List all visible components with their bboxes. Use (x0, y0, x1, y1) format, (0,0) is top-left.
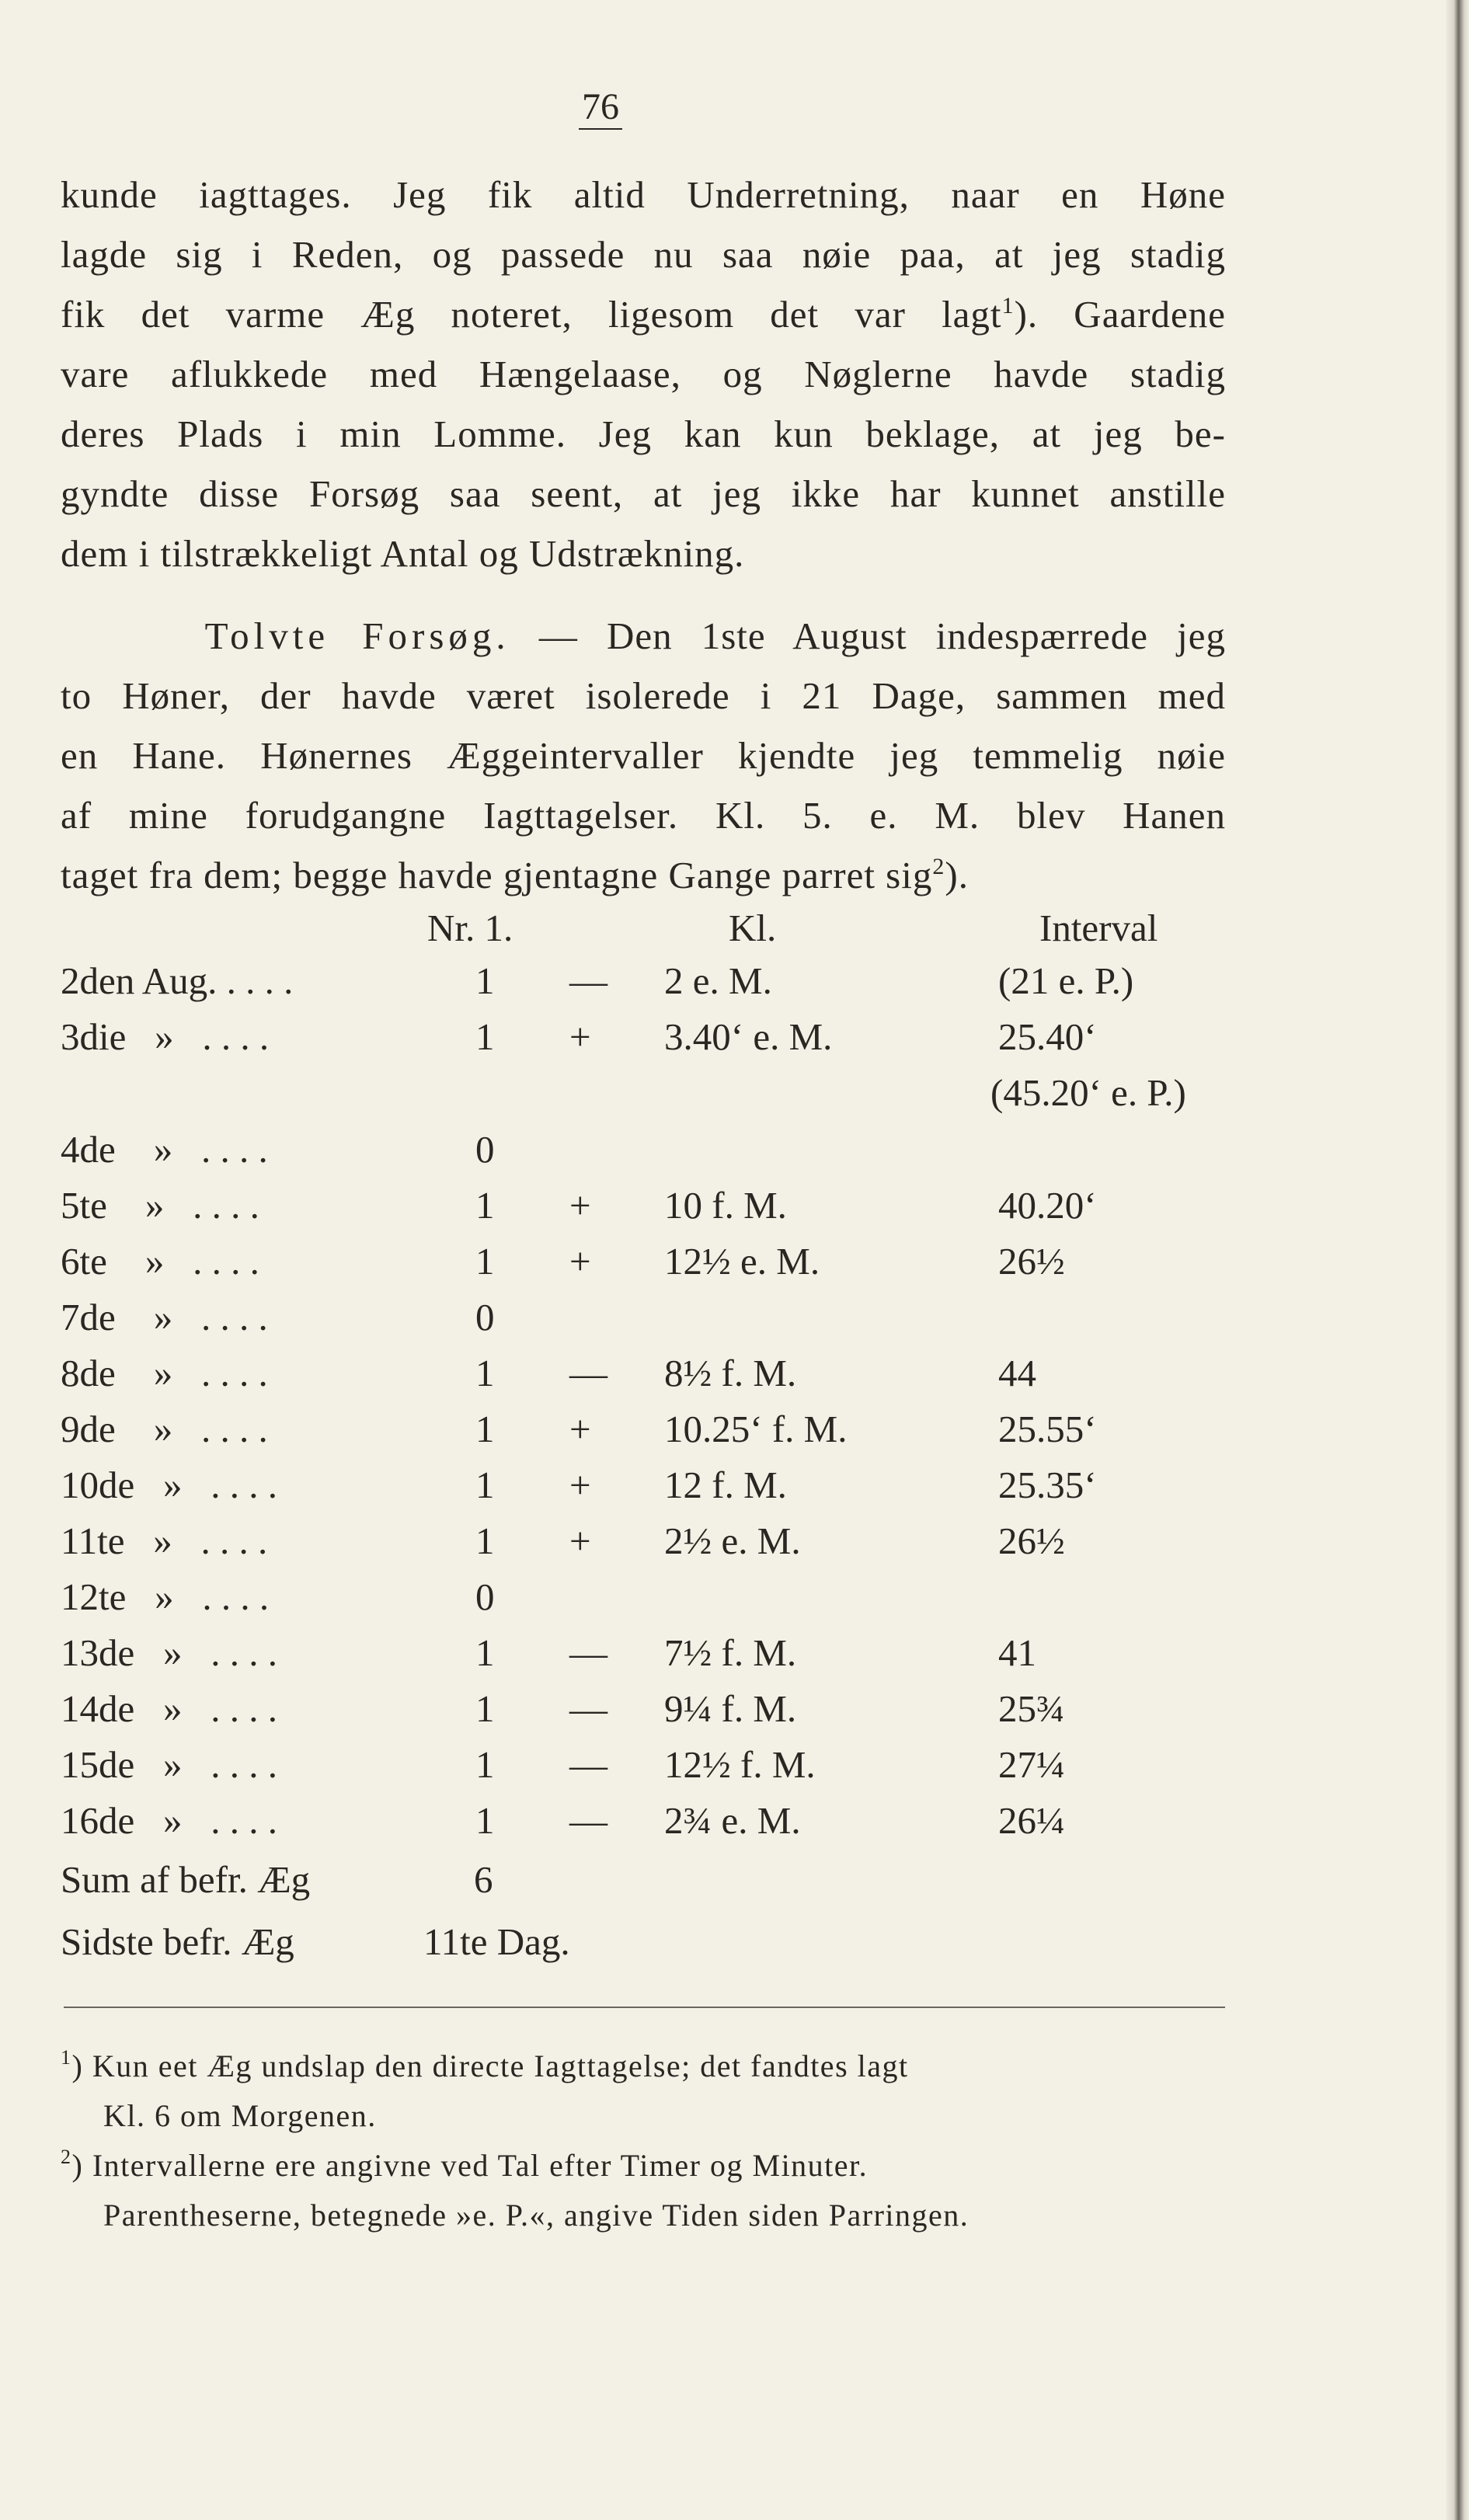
row-sign: — (569, 1687, 607, 1730)
row-day: 7de » . . . . (61, 1296, 268, 1338)
row-day: 8de » . . . . (61, 1352, 268, 1394)
header-interval: Interval (1039, 907, 1158, 949)
row-day: 2den Aug. . . . . (61, 959, 294, 1002)
row-nr: 1 (475, 1631, 495, 1674)
text-line: lagde sig i Reden, og passede nu saa nøie paa, at jeg stadig (61, 233, 1226, 276)
row-interval: 25.35‘ (998, 1464, 1097, 1506)
row-day: 9de » . . . . (61, 1408, 268, 1450)
row-day: 12te » . . . . (61, 1575, 270, 1618)
row-interval: 25¾ (998, 1687, 1065, 1730)
row-day: 10de » . . . . (61, 1464, 277, 1506)
row-kl: 7½ f. M. (664, 1631, 797, 1674)
row-interval: 26½ (998, 1519, 1065, 1562)
paragraph-2 (61, 606, 1226, 905)
row-day: 4de » . . . . (61, 1128, 268, 1171)
row-sign: + (569, 1240, 591, 1283)
last-value: 11te Dag. (423, 1920, 570, 1963)
row-interval: 26½ (998, 1240, 1065, 1283)
row-nr: 1 (475, 959, 495, 1002)
row-sign: + (569, 1408, 591, 1450)
footnote-1-cont: Kl. 6 om Morgenen. (103, 2098, 377, 2133)
text-line: af mine forudgangne Iagttagelser. Kl. 5. e. M. blev Hanen (61, 794, 1226, 837)
row-day: 5te » . . . . (61, 1184, 259, 1227)
footnote-divider (64, 2007, 1225, 2008)
header-nr: Nr. 1. (427, 907, 513, 949)
row-interval-note: (45.20‘ e. P.) (990, 1071, 1186, 1114)
row-nr: 0 (475, 1575, 495, 1618)
row-kl: 2 e. M. (664, 959, 772, 1002)
row-day: 14de » . . . . (61, 1687, 277, 1730)
row-nr: 0 (475, 1296, 495, 1338)
row-day: 3die » . . . . (61, 1015, 270, 1058)
row-sign: — (569, 1631, 607, 1674)
sum-label: Sum af befr. Æg (61, 1858, 311, 1901)
row-kl: 10.25‘ f. M. (664, 1408, 848, 1450)
row-sign: — (569, 959, 607, 1002)
row-kl: 3.40‘ e. M. (664, 1015, 833, 1058)
row-interval: 25.40‘ (998, 1015, 1097, 1058)
footnote-1: $^1$) Kun eet Æg undslap den directe Iagttagelse; det fandtes lagt (61, 2046, 909, 2083)
row-kl: 12½ e. M. (664, 1240, 820, 1283)
row-sign: + (569, 1519, 591, 1562)
row-nr: 1 (475, 1184, 495, 1227)
row-day: 13de » . . . . (61, 1631, 277, 1674)
row-sign: + (569, 1464, 591, 1506)
header-kl: Kl. (729, 907, 777, 949)
row-day: 15de » . . . . (61, 1743, 277, 1786)
text-line: vare aflukkede med Hængelaase, og Nøglerne havde stadig (61, 353, 1226, 395)
row-kl: 8½ f. M. (664, 1352, 797, 1394)
text-line: to Høner, der havde været isolerede i 21 Dage, sammen med (61, 674, 1226, 717)
row-nr: 1 (475, 1743, 495, 1786)
row-sign: — (569, 1799, 607, 1842)
row-day: 11te » . . . . (61, 1519, 268, 1562)
row-kl: 2¾ e. M. (664, 1799, 801, 1842)
row-interval: 40.20‘ (998, 1184, 1097, 1227)
row-nr: 1 (475, 1352, 495, 1394)
row-interval: 26¼ (998, 1799, 1065, 1842)
text-line: fik det varme Æg noteret, ligesom det var lagt$^1$). Gaardene (61, 293, 1227, 336)
row-interval: 44 (998, 1352, 1036, 1394)
row-day: 6te » . . . . (61, 1240, 259, 1283)
row-interval: 25.55‘ (998, 1408, 1097, 1450)
row-sign: — (569, 1352, 607, 1394)
text-line: en Hane. Hønernes Æggeintervaller kjendte jeg temmelig nøie (61, 734, 1226, 777)
row-kl: 12 f. M. (664, 1464, 787, 1506)
row-day: 16de » . . . . (61, 1799, 277, 1842)
row-kl: 9¼ f. M. (664, 1687, 797, 1730)
row-nr: 1 (475, 1687, 495, 1730)
footnote-2: $^2$) Intervallerne ere angivne ved Tal efter Timer og Minuter. (61, 2146, 869, 2183)
row-sign: + (569, 1015, 591, 1058)
text-line: taget fra dem; begge havde gjentagne Gange parret sig$^2$). (61, 854, 969, 896)
footnote-2-cont: Parentheserne, betegnede »e. P.«, angive Tiden siden Parringen. (103, 2198, 969, 2233)
row-nr: 1 (475, 1015, 495, 1058)
row-kl: 10 f. M. (664, 1184, 787, 1227)
text-line: dem i tilstrækkeligt Antal og Udstrækning. (61, 532, 745, 575)
row-kl: 2½ e. M. (664, 1519, 801, 1562)
text-line: kunde iagttages. Jeg fik altid Underretning, naar en Høne (61, 173, 1226, 216)
row-nr: 0 (475, 1128, 495, 1171)
row-kl: 12½ f. M. (664, 1743, 816, 1786)
row-nr: 1 (475, 1464, 495, 1506)
footnote-ref-1: 1 (1001, 293, 1015, 318)
row-interval: (21 e. P.) (998, 959, 1134, 1002)
row-nr: 1 (475, 1408, 495, 1450)
row-sign: + (569, 1184, 591, 1227)
row-interval: 41 (998, 1631, 1036, 1674)
sum-value: 6 (474, 1858, 493, 1901)
section-heading: Tolvte Forsøg. (204, 614, 510, 657)
row-sign: — (569, 1743, 607, 1786)
row-nr: 1 (475, 1799, 495, 1842)
last-label: Sidste befr. Æg (61, 1920, 294, 1963)
text-line: deres Plads i min Lomme. Jeg kan kun beklage, at jeg be- (61, 412, 1226, 455)
row-nr: 1 (475, 1240, 495, 1283)
footnote-ref-2: 2 (932, 854, 945, 879)
row-nr: 1 (475, 1519, 495, 1562)
paragraph-1 (61, 165, 1226, 583)
page-edge (1446, 0, 1469, 2520)
text-line: Tolvte Forsøg. — Den 1ste August indespærrede jeg (204, 614, 1227, 657)
footnotes (61, 2041, 1226, 2240)
text-line: gyndte disse Forsøg saa seent, at jeg ikke har kunnet anstille (61, 472, 1226, 515)
row-interval: 27¼ (998, 1743, 1065, 1786)
page-number: 76 (579, 87, 622, 130)
